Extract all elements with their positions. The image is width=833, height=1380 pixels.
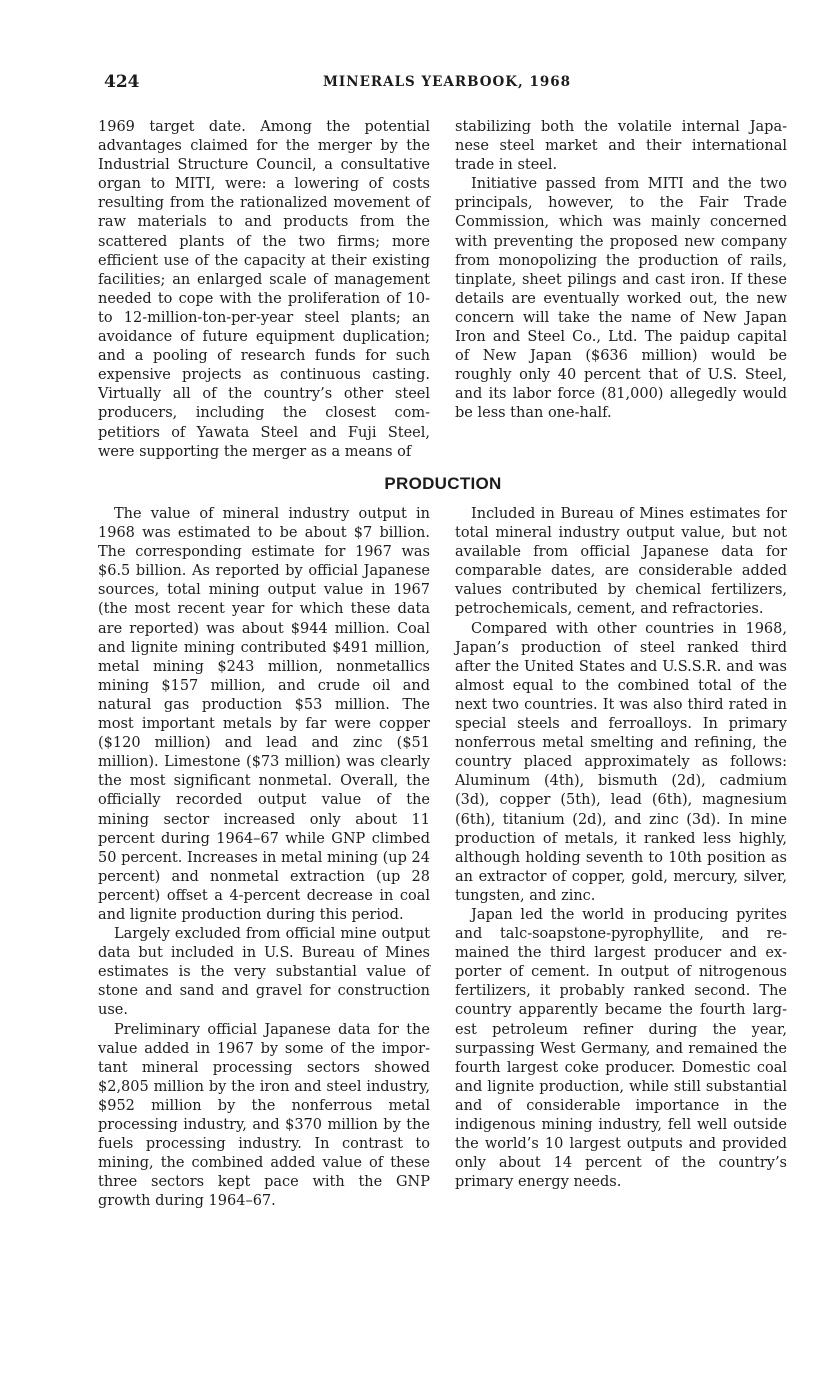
running-head: MINERALS YEARBOOK, 1968 (322, 74, 572, 90)
paragraph: Largely excluded from official mine output data but included in U.S. Bureau of Mines estimates is the very substantial value of stone and sand and gravel for construction use. (98, 926, 430, 1019)
production-right-column (455, 505, 787, 1192)
section-heading-production: PRODUCTION (384, 474, 502, 493)
top-right-column (455, 118, 787, 424)
production-left-column (98, 505, 430, 1211)
paragraph: Included in Bureau of Mines estimates for total mineral industry output value, but not available from official Japanese data for comparable dates, are considerable added values contributed by chemical fertilizers, petrochemicals, cement, and refractories. (455, 506, 787, 618)
paragraph: The value of mineral industry output in 1968 was estimated to be about $7 billion. The corresponding estimate for 1967 was $6.5 billion. As reported by official Japanese sources, total mining output value in 1967 (the most recent year for which these data are reported) was about $944 million. Coal and lignite mining contributed $491 million, metal mining $243 million, nonmetallics mining $157 million, and crude oil and natural gas production $53 million. The most important metals by far were copper ($120 million) and lead and zinc ($51 million). Limestone ($73 million) was clearly the most significant nonmetal. Overall, the officially recorded output value of the mining sector increased only about 11 percent during 1964–67 while GNP climbed 50 percent. Increases in metal mining (up 24 percent) and nonmetal extraction (up 28 percent) offset a 4-percent decrease in coal and lignite production during this period. (98, 506, 430, 923)
paragraph: Initiative passed from MITI and the two principals, however, to the Fair Trade Commission, which was mainly concerned with preventing the proposed new company from monopolizing the production of rails, tinplate, sheet pilings and cast iron. If these details are eventually worked out, the new concern will take the name of New Japan Iron and Steel Co., Ltd. The paidup capital of New Japan ($636 million) would be roughly only 40 percent that of U.S. Steel, and its labor force (81,000) allegedly would be less than one-half. (455, 176, 787, 422)
paragraph: Preliminary official Japanese data for the value added in 1967 by some of the important mineral processing sectors showed $2,805 million by the iron and steel industry, $952 million by the nonferrous metal processing industry, and $370 million by the fuels processing industry. In contrast to mining, the combined added value of these three sectors kept pace with the GNP growth during 1964–67. (98, 1021, 430, 1210)
paragraph: Japan led the world in producing pyrites and talc-soapstone-pyrophyllite, and remained the third largest producer and exporter of cement. In output of nitrogenous fertilizers, it probably ranked second. The country apparently became the fourth largest petroleum refiner during the year, surpassing West Germany, and remained the fourth largest coke producer. Domestic coal and lignite production, while still substantial and of considerable importance in the indigenous mining industry, fell well outside the world’s 10 largest outputs and provided only about 14 percent of the country’s primary energy needs. (455, 906, 787, 1191)
page-number: 424 (104, 72, 140, 92)
paragraph: Compared with other countries in 1968, Japan’s production of steel ranked third after the United States and U.S.S.R. and was almost equal to the combined total of the next two countries. It was also third rated in special steels and ferroalloys. In primary nonferrous metal smelting and refining, the country placed approximately as follows: Aluminum (4th), bismuth (2d), cadmium (3d), copper (5th), lead (6th), magnesium (6th), titanium (2d), and zinc (3d). In mine production of metals, it ranked less highly, although holding seventh to 10th position as an extractor of copper, gold, mercury, silver, tungsten, and zinc. (455, 620, 787, 904)
page-header (104, 72, 790, 96)
paragraph: 1969 target date. Among the potential advantages claimed for the merger by the Industrial Structure Council, a consultative organ to MITI, were: a lowering of costs resulting from the rationalized movement of raw materials to and products from the scattered plants of the two firms; more efficient use of the capacity at their existing facilities; an enlarged scale of management needed to cope with the proliferation of 10- to 12-million-ton-per-year steel plants; an avoidance of future equipment duplication; and a pooling of research funds for such expensive projects as continuous casting. Virtually all of the country’s other steel producers, including the closest competitiors of Yawata Steel and Fuji Steel, were supporting the merger as a means of (98, 119, 430, 460)
top-left-column (98, 118, 430, 462)
paragraph: stabilizing both the volatile internal Japanese steel market and their international trade in steel. (455, 119, 787, 174)
